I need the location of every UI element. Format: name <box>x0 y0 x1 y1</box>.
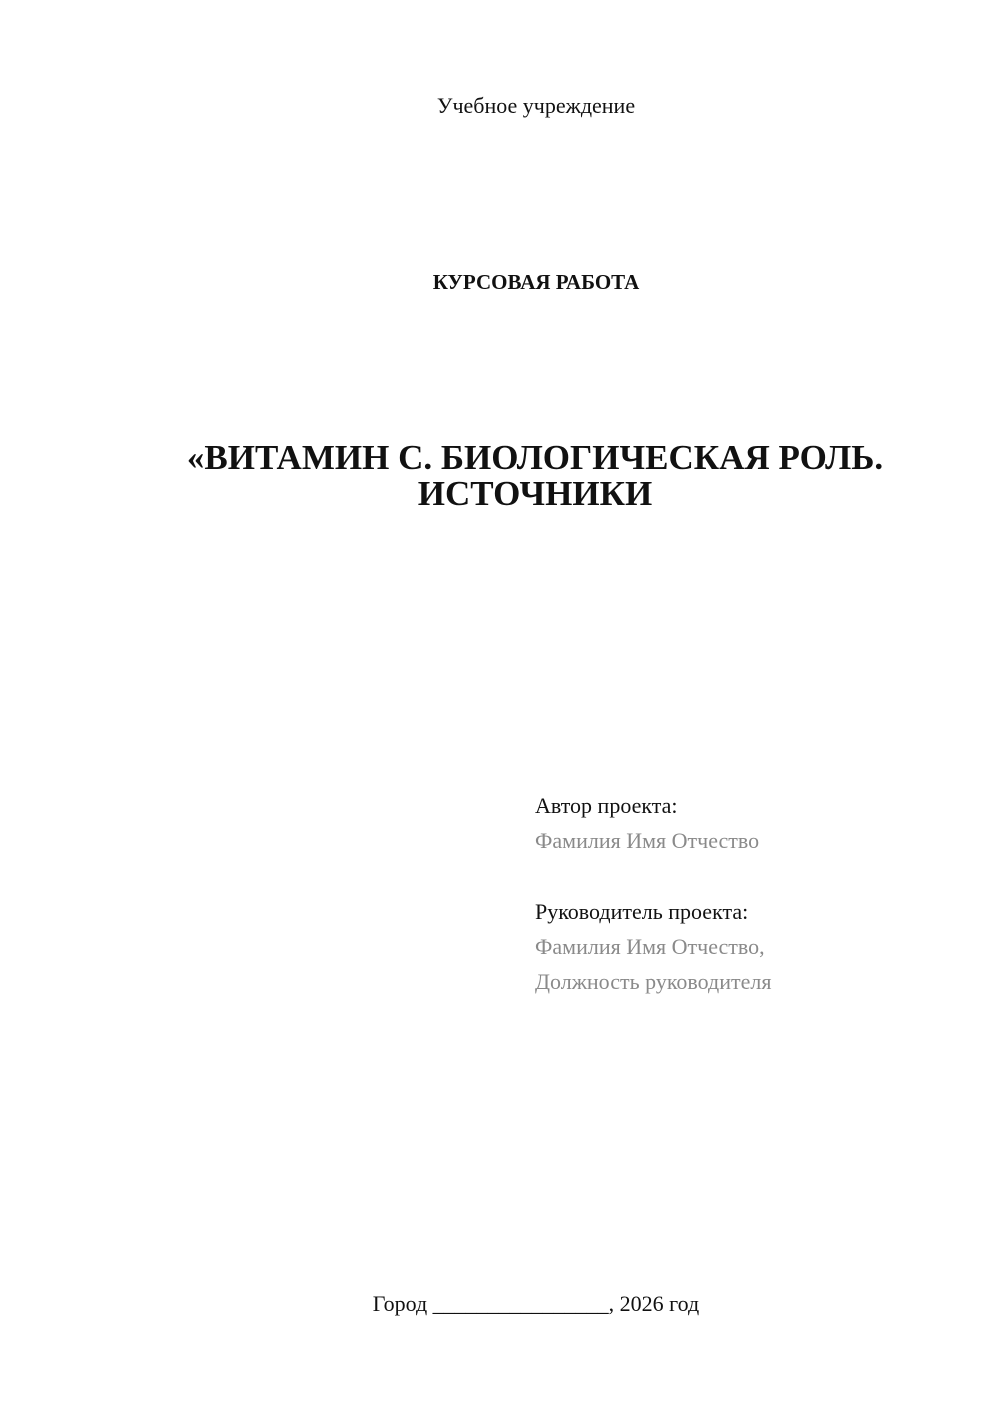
author-label: Автор проекта: <box>535 793 678 818</box>
work-type-heading: КУРСОВАЯ РАБОТА <box>432 270 640 294</box>
supervisor-name: Фамилия Имя Отчество, <box>535 934 765 959</box>
work-title-line-1: «ВИТАМИН С. БИОЛОГИЧЕСКАЯ РОЛЬ. <box>186 438 884 477</box>
work-title-line-2: ИСТОЧНИКИ <box>417 474 653 513</box>
supervisor-position: Должность руководителя <box>535 969 772 994</box>
author-name: Фамилия Имя Отчество <box>535 828 760 853</box>
work-title <box>100 440 970 512</box>
authors-block <box>535 788 975 999</box>
supervisor-label: Руководитель проекта: <box>535 899 749 924</box>
city-year-line: Город ________________, 2026 год <box>372 1291 700 1316</box>
institution-name: Учебное учреждение <box>436 93 636 118</box>
authors-spacer <box>535 858 975 894</box>
